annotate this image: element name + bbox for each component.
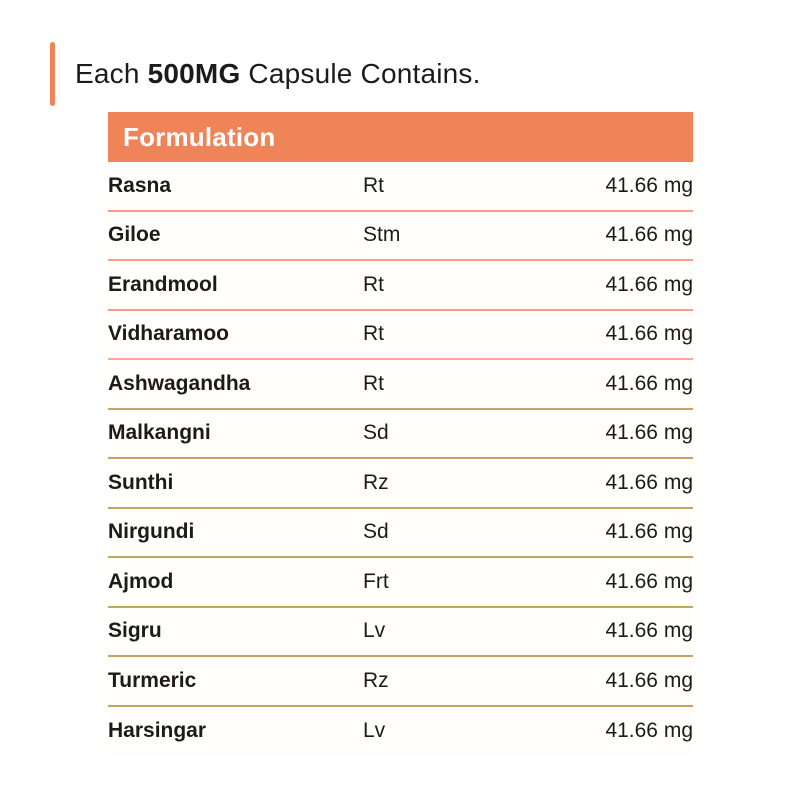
plant-part: Lv [363,619,386,643]
ingredient-name: Harsingar [108,719,207,743]
ingredient-name: Sigru [108,619,162,643]
plant-part: Rt [363,371,384,395]
title-prefix: Each [75,58,148,89]
page-title [75,58,481,90]
ingredient-name: Erandmool [108,272,218,296]
ingredient-amount: 41.66 mg [605,421,693,445]
plant-part: Rt [363,173,384,197]
ingredient-amount: 41.66 mg [605,173,693,197]
page-title-block [50,42,481,106]
ingredient-amount: 41.66 mg [605,470,693,494]
ingredient-name: Nirgundi [108,520,195,544]
ingredient-amount: 41.66 mg [605,668,693,692]
ingredient-name: Sunthi [108,470,174,494]
ingredient-amount: 41.66 mg [605,272,693,296]
table-row [108,212,693,262]
table-header [108,112,693,162]
table-row [108,459,693,509]
ingredient-amount: 41.66 mg [605,520,693,544]
table-rows [108,162,693,756]
ingredient-amount: 41.66 mg [605,719,693,743]
formulation-table [108,112,693,756]
table-row [108,608,693,658]
plant-part: Sd [363,421,389,445]
ingredient-name: Malkangni [108,421,211,445]
ingredient-amount: 41.66 mg [605,619,693,643]
table-row [108,311,693,361]
plant-part: Frt [363,569,389,593]
title-suffix: Capsule Contains. [240,58,481,89]
ingredient-amount: 41.66 mg [605,371,693,395]
plant-part: Lv [363,719,386,743]
table-row [108,261,693,311]
plant-part: Rt [363,272,384,296]
plant-part: Rz [363,668,389,692]
title-strength: 500MG [147,58,241,89]
title-accent-bar [50,42,55,106]
ingredient-name: Giloe [108,223,161,247]
plant-part: Rz [363,470,389,494]
ingredient-name: Ashwagandha [108,371,251,395]
table-header-label: Formulation [123,121,276,152]
ingredient-name: Rasna [108,173,172,197]
table-row [108,360,693,410]
plant-part: Sd [363,520,389,544]
table-row [108,162,693,212]
ingredient-amount: 41.66 mg [605,569,693,593]
ingredient-name: Turmeric [108,668,197,692]
ingredient-amount: 41.66 mg [605,322,693,346]
plant-part: Stm [363,223,401,247]
ingredient-amount: 41.66 mg [605,223,693,247]
table-row [108,707,693,757]
ingredient-name: Vidharamoo [108,322,229,346]
table-row [108,509,693,559]
plant-part: Rt [363,322,384,346]
table-row [108,657,693,707]
table-row [108,558,693,608]
table-row [108,410,693,460]
ingredient-name: Ajmod [108,569,174,593]
